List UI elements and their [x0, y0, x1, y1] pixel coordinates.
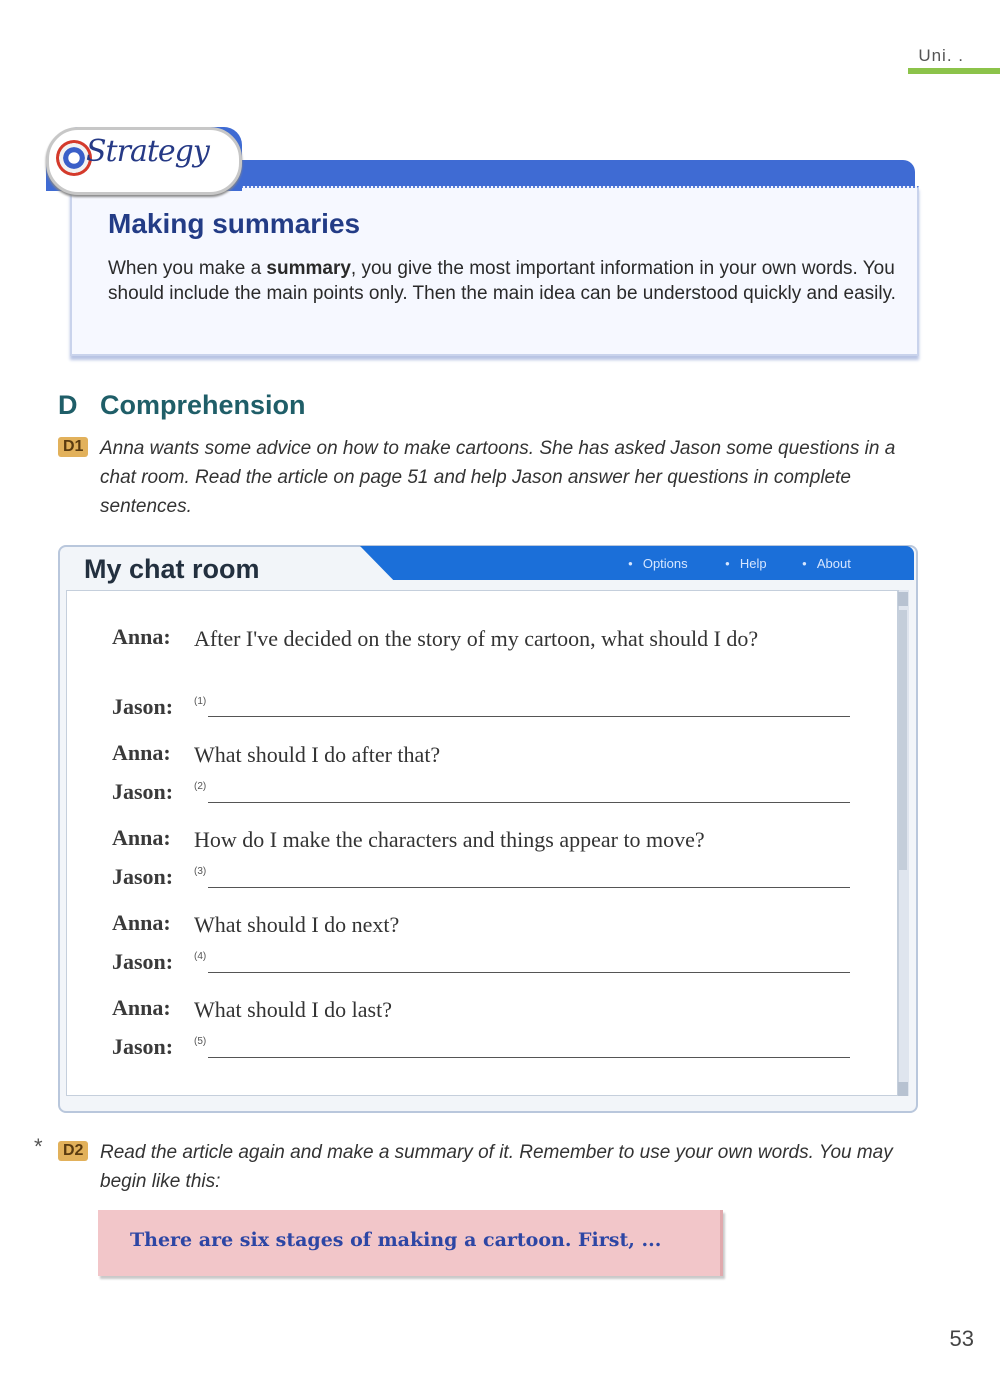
jason-label: Jason:: [112, 1034, 174, 1059]
answer-line-4[interactable]: [208, 972, 850, 973]
scroll-up-arrow[interactable]: [898, 592, 908, 606]
anna-question-4: What should I do next?: [194, 912, 400, 937]
d2-badge: D2: [58, 1141, 88, 1161]
star-mark: *: [34, 1134, 43, 1159]
strategy-title: Making summaries: [108, 208, 361, 239]
d2-instructions: Read the article again and make a summary of it. Remember to use your own words. You may begin like this:: [100, 1142, 893, 1192]
answer-line-3[interactable]: [208, 887, 850, 888]
strategy-header-band: [220, 160, 915, 188]
answer-number-5: (5): [194, 1036, 207, 1047]
answer-number-1: (1): [194, 696, 207, 707]
d1-instructions: Anna wants some advice on how to make cartoons. She has asked Jason some questions in a chat room. Read the article on page 51 and help Jason answer her questions in complete sentences.: [100, 438, 896, 517]
page-number: 53: [949, 1326, 974, 1351]
jason-label: Jason:: [112, 779, 174, 804]
answer-line-1[interactable]: [208, 716, 850, 717]
jason-label: Jason:: [112, 694, 174, 719]
menu-item-about[interactable]: ● About: [802, 556, 851, 571]
menu-item-help[interactable]: ● Help: [725, 556, 767, 571]
scroll-down-arrow[interactable]: [898, 1082, 908, 1096]
strategy-text-bold: summary: [266, 258, 351, 279]
answer-number-2: (2): [194, 781, 207, 792]
summary-starter-text: There are six stages of making a cartoon. First, ...: [130, 1229, 662, 1251]
menu-item-options[interactable]: ● Options: [628, 556, 688, 571]
answer-line-2[interactable]: [208, 802, 850, 803]
unit-label: Uni. .: [918, 46, 964, 65]
jason-label: Jason:: [112, 949, 174, 974]
chat-title: My chat room: [84, 554, 260, 584]
strategy-badge-label: Strategy: [86, 134, 209, 169]
anna-label: Anna:: [112, 910, 171, 935]
strategy-text-after: , you give the most important information in your own words. You should include the main points only. Then the main idea can be understood quickly and easily.: [108, 258, 896, 304]
anna-label: Anna:: [112, 995, 171, 1020]
answer-number-3: (3): [194, 866, 207, 877]
anna-question-5: What should I do last?: [194, 997, 392, 1022]
answer-line-5[interactable]: [208, 1057, 850, 1058]
answer-number-4: (4): [194, 951, 207, 962]
strategy-text-before: When you make a: [108, 258, 267, 279]
section-letter: D: [58, 390, 78, 420]
anna-label: Anna:: [112, 740, 171, 765]
unit-accent-bar: [908, 68, 1000, 74]
strategy-text: [108, 256, 898, 306]
anna-label: Anna:: [112, 624, 171, 649]
scroll-thumb[interactable]: [899, 610, 907, 870]
anna-question-2: What should I do after that?: [194, 742, 441, 767]
anna-question-1: After I've decided on the story of my cartoon, what should I do?: [194, 626, 759, 651]
d1-badge: D1: [58, 437, 88, 457]
jason-label: Jason:: [112, 864, 174, 889]
section-title: Comprehension: [100, 390, 306, 420]
anna-question-3: How do I make the characters and things appear to move?: [194, 827, 705, 852]
anna-label: Anna:: [112, 825, 171, 850]
